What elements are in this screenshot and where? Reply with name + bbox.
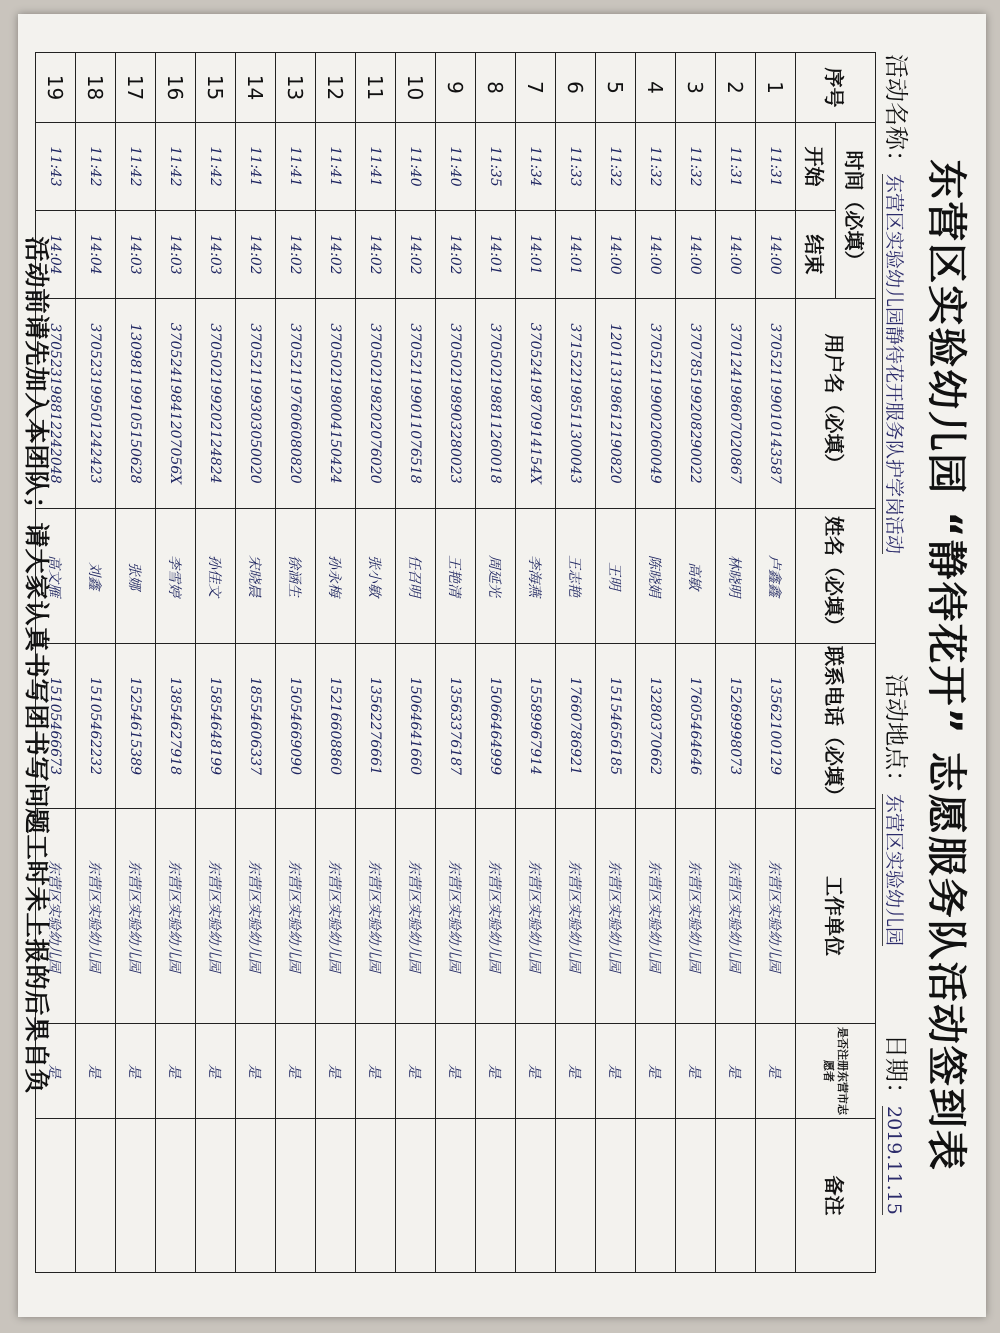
rotated-form bbox=[18, 14, 986, 1317]
cell-remark bbox=[716, 1119, 756, 1273]
cell-workplace: 东营区实验幼儿园 bbox=[316, 809, 356, 1024]
cell-start: 11:42 bbox=[156, 123, 196, 211]
cell-remark bbox=[236, 1119, 276, 1273]
cell-registered: 是 bbox=[116, 1024, 156, 1119]
cell-seq: 7 bbox=[516, 53, 556, 123]
header-row bbox=[836, 53, 876, 1273]
cell-end: 14:04 bbox=[76, 211, 116, 299]
cell-end: 14:00 bbox=[716, 211, 756, 299]
cell-end: 14:00 bbox=[676, 211, 716, 299]
cell-name: 宋晓晨 bbox=[236, 509, 276, 644]
cell-registered: 是 bbox=[356, 1024, 396, 1119]
cell-username: 370502198202076020 bbox=[356, 299, 396, 509]
table-row bbox=[196, 53, 236, 1273]
cell-remark bbox=[556, 1119, 596, 1273]
cell-seq: 1 bbox=[756, 53, 796, 123]
registered-header: 是否注册东营市志愿者 bbox=[796, 1024, 876, 1119]
cell-phone: 18554606337 bbox=[236, 644, 276, 809]
cell-phone: 15105466673 bbox=[36, 644, 76, 809]
cell-workplace: 东营区实验幼儿园 bbox=[636, 809, 676, 1024]
cell-workplace: 东营区实验幼儿园 bbox=[356, 809, 396, 1024]
cell-phone: 13280370662 bbox=[636, 644, 676, 809]
cell-phone: 15589967914 bbox=[516, 644, 556, 809]
cell-remark bbox=[76, 1119, 116, 1273]
cell-remark bbox=[276, 1119, 316, 1273]
cell-start: 11:42 bbox=[196, 123, 236, 211]
cell-end: 14:01 bbox=[556, 211, 596, 299]
cell-start: 11:41 bbox=[276, 123, 316, 211]
cell-end: 14:02 bbox=[436, 211, 476, 299]
cell-name: 高文雁 bbox=[36, 509, 76, 644]
cell-username: 370502198811260018 bbox=[476, 299, 516, 509]
cell-username: 370521199010143587 bbox=[756, 299, 796, 509]
table-row bbox=[276, 53, 316, 1273]
cell-username: 370523199501242423 bbox=[76, 299, 116, 509]
cell-remark bbox=[676, 1119, 716, 1273]
seq-header: 序号 bbox=[796, 53, 876, 123]
cell-end: 14:02 bbox=[316, 211, 356, 299]
cell-seq: 4 bbox=[636, 53, 676, 123]
cell-username: 120113198612190820 bbox=[596, 299, 636, 509]
cell-start: 11:41 bbox=[316, 123, 356, 211]
activity-label: 活动名称： bbox=[882, 54, 910, 174]
cell-remark bbox=[476, 1119, 516, 1273]
cell-workplace: 东营区实验幼儿园 bbox=[76, 809, 116, 1024]
cell-workplace: 东营区实验幼儿园 bbox=[36, 809, 76, 1024]
cell-name: 王明 bbox=[596, 509, 636, 644]
cell-remark bbox=[156, 1119, 196, 1273]
cell-phone: 15066464999 bbox=[476, 644, 516, 809]
cell-registered: 是 bbox=[316, 1024, 356, 1119]
cell-username: 370502199202124824 bbox=[196, 299, 236, 509]
cell-seq: 9 bbox=[436, 53, 476, 123]
activity-field bbox=[881, 54, 916, 554]
cell-name: 刘鑫 bbox=[76, 509, 116, 644]
cell-phone: 15054669090 bbox=[276, 644, 316, 809]
cell-end: 14:01 bbox=[516, 211, 556, 299]
cell-registered: 是 bbox=[476, 1024, 516, 1119]
cell-end: 14:00 bbox=[756, 211, 796, 299]
cell-registered: 是 bbox=[276, 1024, 316, 1119]
time-header: 时间（必填） bbox=[836, 123, 876, 299]
username-header: 用户名（必填） bbox=[796, 299, 876, 509]
cell-start: 11:35 bbox=[476, 123, 516, 211]
cell-remark bbox=[436, 1119, 476, 1273]
cell-registered: 是 bbox=[196, 1024, 236, 1119]
cell-phone: 15064641660 bbox=[396, 644, 436, 809]
cell-start: 11:41 bbox=[236, 123, 276, 211]
cell-registered: 是 bbox=[676, 1024, 716, 1119]
cell-name: 王艳清 bbox=[436, 509, 476, 644]
cell-start: 11:43 bbox=[36, 123, 76, 211]
cell-end: 14:02 bbox=[356, 211, 396, 299]
cell-name: 任召明 bbox=[396, 509, 436, 644]
cell-end: 14:00 bbox=[636, 211, 676, 299]
cell-registered: 是 bbox=[36, 1024, 76, 1119]
cell-workplace: 东营区实验幼儿园 bbox=[676, 809, 716, 1024]
workplace-header: 工作单位 bbox=[796, 809, 876, 1024]
cell-start: 11:31 bbox=[756, 123, 796, 211]
cell-seq: 5 bbox=[596, 53, 636, 123]
cell-workplace: 东营区实验幼儿园 bbox=[116, 809, 156, 1024]
cell-username: 37052419841207056X bbox=[156, 299, 196, 509]
cell-start: 11:34 bbox=[516, 123, 556, 211]
cell-end: 14:03 bbox=[116, 211, 156, 299]
cell-workplace: 东营区实验幼儿园 bbox=[596, 809, 636, 1024]
cell-workplace: 东营区实验幼儿园 bbox=[556, 809, 596, 1024]
cell-start: 11:32 bbox=[676, 123, 716, 211]
cell-name: 张娜 bbox=[116, 509, 156, 644]
cell-username: 371522198511300043 bbox=[556, 299, 596, 509]
cell-start: 11:42 bbox=[76, 123, 116, 211]
cell-registered: 是 bbox=[716, 1024, 756, 1119]
cell-username: 370124198607020867 bbox=[716, 299, 756, 509]
cell-registered: 是 bbox=[556, 1024, 596, 1119]
cell-name: 卢鑫鑫 bbox=[756, 509, 796, 644]
phone-header: 联系电话（必填） bbox=[796, 644, 876, 809]
cell-seq: 12 bbox=[316, 53, 356, 123]
cell-remark bbox=[316, 1119, 356, 1273]
cell-start: 11:33 bbox=[556, 123, 596, 211]
start-header: 开始 bbox=[796, 123, 836, 211]
cell-workplace: 东营区实验幼儿园 bbox=[236, 809, 276, 1024]
cell-remark bbox=[596, 1119, 636, 1273]
cell-registered: 是 bbox=[516, 1024, 556, 1119]
cell-registered: 是 bbox=[636, 1024, 676, 1119]
table-row bbox=[236, 53, 276, 1273]
cell-start: 11:40 bbox=[396, 123, 436, 211]
cell-phone: 13562276661 bbox=[356, 644, 396, 809]
cell-name: 李雪婷 bbox=[156, 509, 196, 644]
cell-phone: 15154656185 bbox=[596, 644, 636, 809]
cell-start: 11:32 bbox=[636, 123, 676, 211]
cell-seq: 11 bbox=[356, 53, 396, 123]
cell-remark bbox=[396, 1119, 436, 1273]
cell-remark bbox=[196, 1119, 236, 1273]
cell-start: 11:40 bbox=[436, 123, 476, 211]
table-row bbox=[476, 53, 516, 1273]
end-header: 结束 bbox=[796, 211, 836, 299]
remark-header: 备注 bbox=[796, 1119, 876, 1273]
cell-phone: 15269998073 bbox=[716, 644, 756, 809]
cell-end: 14:00 bbox=[596, 211, 636, 299]
cell-username: 370523198812242048 bbox=[36, 299, 76, 509]
date-label: 日期： bbox=[882, 1034, 910, 1106]
activity-name: 东营区实验幼儿园静待花开服务队护学岗活动 bbox=[883, 174, 905, 555]
cell-workplace: 东营区实验幼儿园 bbox=[436, 809, 476, 1024]
cell-username: 37052419870914154X bbox=[516, 299, 556, 509]
cell-username: 370521199011076518 bbox=[396, 299, 436, 509]
cell-end: 14:02 bbox=[236, 211, 276, 299]
cell-workplace: 东营区实验幼儿园 bbox=[196, 809, 236, 1024]
cell-seq: 17 bbox=[116, 53, 156, 123]
cell-name: 张小敏 bbox=[356, 509, 396, 644]
cell-username: 370521197606080820 bbox=[276, 299, 316, 509]
cell-phone: 17660786921 bbox=[556, 644, 596, 809]
cell-seq: 10 bbox=[396, 53, 436, 123]
table-row bbox=[436, 53, 476, 1273]
cell-workplace: 东营区实验幼儿园 bbox=[276, 809, 316, 1024]
cell-end: 14:02 bbox=[276, 211, 316, 299]
table-row bbox=[756, 53, 796, 1273]
cell-workplace: 东营区实验幼儿园 bbox=[476, 809, 516, 1024]
cell-workplace: 东营区实验幼儿园 bbox=[756, 809, 796, 1024]
name-header: 姓名（必填） bbox=[796, 509, 876, 644]
cell-username: 370502198903280023 bbox=[436, 299, 476, 509]
cell-seq: 19 bbox=[36, 53, 76, 123]
cell-remark bbox=[356, 1119, 396, 1273]
location-field bbox=[881, 674, 916, 946]
cell-phone: 15216608860 bbox=[316, 644, 356, 809]
cell-username: 370785199208290022 bbox=[676, 299, 716, 509]
table-row bbox=[76, 53, 116, 1273]
cell-registered: 是 bbox=[156, 1024, 196, 1119]
cell-phone: 13854627918 bbox=[156, 644, 196, 809]
cell-remark bbox=[516, 1119, 556, 1273]
cell-registered: 是 bbox=[396, 1024, 436, 1119]
cell-end: 14:03 bbox=[156, 211, 196, 299]
cell-name: 王志艳 bbox=[556, 509, 596, 644]
cell-name: 陈晓娟 bbox=[636, 509, 676, 644]
cell-seq: 8 bbox=[476, 53, 516, 123]
cell-registered: 是 bbox=[596, 1024, 636, 1119]
sheet-title: 东营区实验幼儿园 “静待花开” 志愿服务队活动签到表 bbox=[923, 159, 969, 1172]
table-row bbox=[156, 53, 196, 1273]
table-row bbox=[116, 53, 156, 1273]
cell-registered: 是 bbox=[436, 1024, 476, 1119]
table-row bbox=[396, 53, 436, 1273]
cell-start: 11:41 bbox=[356, 123, 396, 211]
cell-remark bbox=[636, 1119, 676, 1273]
table-row bbox=[316, 53, 356, 1273]
location-label: 活动地点： bbox=[882, 674, 910, 794]
table-row bbox=[516, 53, 556, 1273]
table-row bbox=[596, 53, 636, 1273]
date-field bbox=[881, 1034, 916, 1215]
cell-registered: 是 bbox=[756, 1024, 796, 1119]
table-row bbox=[356, 53, 396, 1273]
cell-seq: 13 bbox=[276, 53, 316, 123]
cell-phone: 17605464646 bbox=[676, 644, 716, 809]
table-row bbox=[676, 53, 716, 1273]
signin-table bbox=[35, 52, 876, 1273]
cell-username: 370502198004150424 bbox=[316, 299, 356, 509]
cell-phone: 15105462232 bbox=[76, 644, 116, 809]
cell-workplace: 东营区实验幼儿园 bbox=[516, 809, 556, 1024]
cell-end: 14:02 bbox=[396, 211, 436, 299]
cell-start: 11:42 bbox=[116, 123, 156, 211]
signin-sheet bbox=[18, 14, 986, 1317]
cell-end: 14:03 bbox=[196, 211, 236, 299]
cell-username: 370521199002060049 bbox=[636, 299, 676, 509]
cell-registered: 是 bbox=[236, 1024, 276, 1119]
location-value: 东营区实验幼儿园 bbox=[883, 794, 905, 947]
cell-seq: 15 bbox=[196, 53, 236, 123]
cell-phone: 13563376187 bbox=[436, 644, 476, 809]
cell-name: 孙永梅 bbox=[316, 509, 356, 644]
cell-name: 李海燕 bbox=[516, 509, 556, 644]
cell-username: 370521199303050020 bbox=[236, 299, 276, 509]
cell-start: 11:32 bbox=[596, 123, 636, 211]
cell-name: 高敏 bbox=[676, 509, 716, 644]
cell-name: 孙佳文 bbox=[196, 509, 236, 644]
cell-start: 11:31 bbox=[716, 123, 756, 211]
cell-seq: 3 bbox=[676, 53, 716, 123]
cell-seq: 16 bbox=[156, 53, 196, 123]
cell-workplace: 东营区实验幼儿园 bbox=[156, 809, 196, 1024]
table-row bbox=[716, 53, 756, 1273]
footer-note: 活动前请先加入本团队；请大家认真书写团书写问题工时未上报的后果自负 bbox=[22, 236, 51, 1095]
cell-workplace: 东营区实验幼儿园 bbox=[716, 809, 756, 1024]
cell-end: 14:04 bbox=[36, 211, 76, 299]
cell-seq: 18 bbox=[76, 53, 116, 123]
cell-name: 周延光 bbox=[476, 509, 516, 644]
cell-seq: 14 bbox=[236, 53, 276, 123]
cell-end: 14:01 bbox=[476, 211, 516, 299]
cell-username: 130981199105150628 bbox=[116, 299, 156, 509]
cell-seq: 6 bbox=[556, 53, 596, 123]
cell-name: 徐涵生 bbox=[276, 509, 316, 644]
date-value: 2019.11.15 bbox=[883, 1106, 905, 1215]
cell-phone: 15254615389 bbox=[116, 644, 156, 809]
cell-remark bbox=[116, 1119, 156, 1273]
table-row bbox=[556, 53, 596, 1273]
cell-name: 林晓明 bbox=[716, 509, 756, 644]
cell-remark bbox=[756, 1119, 796, 1273]
cell-phone: 15854648199 bbox=[196, 644, 236, 809]
cell-phone: 13562100129 bbox=[756, 644, 796, 809]
cell-workplace: 东营区实验幼儿园 bbox=[396, 809, 436, 1024]
cell-seq: 2 bbox=[716, 53, 756, 123]
table-body bbox=[36, 53, 796, 1273]
table-row bbox=[636, 53, 676, 1273]
cell-registered: 是 bbox=[76, 1024, 116, 1119]
